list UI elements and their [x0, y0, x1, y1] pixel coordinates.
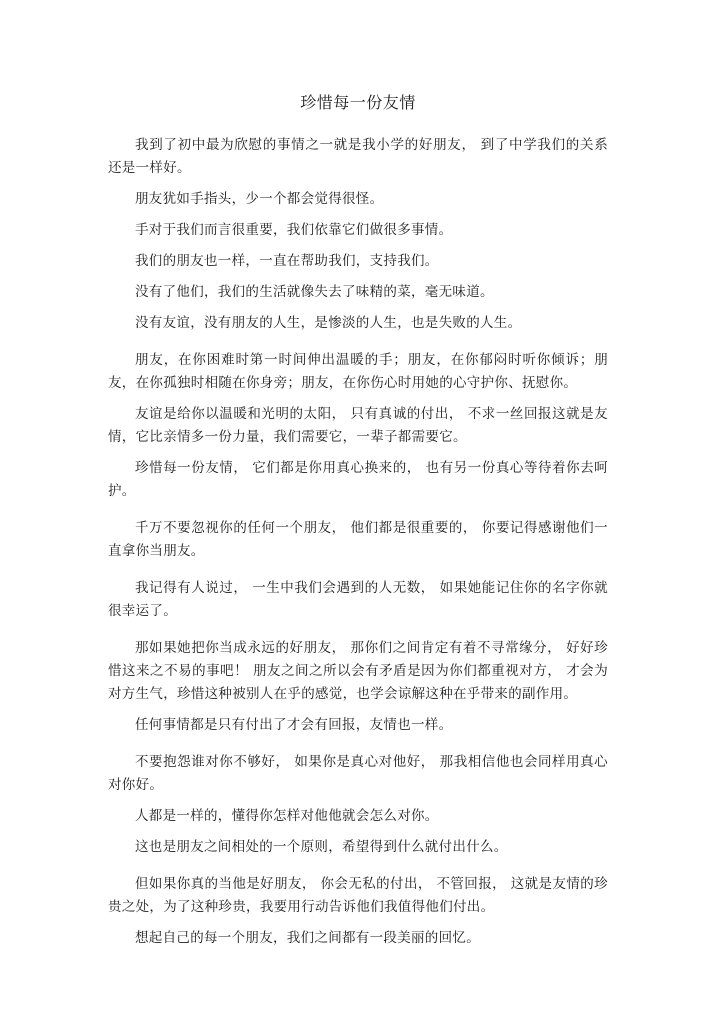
- paragraph-9: 珍惜每一份友情， 它们都是你用真心换来的， 也有另一份真心等待着你去呵护。: [108, 460, 608, 499]
- paragraph-3: 手对于我们而言很重要，我们依靠它们做很多事情。: [135, 222, 453, 238]
- paragraph-5: 没有了他们，我们的生活就像失去了味精的菜，毫无味道。: [135, 284, 494, 300]
- document-title: 珍惜每一份友情: [300, 93, 416, 112]
- paragraph-10: 千万不要忽视你的任何一个朋友， 他们都是很重要的， 你要记得感谢他们一直拿你当朋友。: [108, 520, 608, 559]
- paragraph-14: 不要抱怨谁对你不够好， 如果你是真心对他好， 那我相信他也会同样用真心对你好。: [108, 754, 608, 793]
- paragraph-16: 这也是朋友之间相处的一个原则，希望得到什么就付出什么。: [135, 839, 508, 855]
- paragraph-12: 那如果她把你当成永远的好朋友， 那你们之间肯定有着不寻常缘分， 好好珍惜这来之不易的事吧！ 朋友之间之所以会有矛盾是因为你们都重视对方， 才会为对方生气，珍惜这种被别人在乎的感觉，也学会谅解这种在乎带来的副作用。: [108, 640, 608, 702]
- document-page: [108, 92, 608, 958]
- paragraph-11: 我记得有人说过， 一生中我们会遇到的人无数， 如果她能记住你的名字你就很幸运了。: [108, 580, 608, 619]
- paragraph-7: 朋友，在你困难时第一时间伸出温暖的手；朋友，在你郁闷时听你倾诉；朋友，在你孤独时相随在你身旁；朋友，在你伤心时用她的心守护你、抚慰你。: [108, 352, 608, 391]
- paragraph-1: 我到了初中最为欣慰的事情之一就是我小学的好朋友， 到了中学我们的关系还是一样好。: [108, 137, 608, 176]
- paragraph-15: 人都是一样的，懂得你怎样对他他就会怎么对你。: [135, 808, 439, 824]
- paragraph-8: 友谊是给你以温暖和光明的太阳， 只有真诚的付出， 不求一丝回报这就是友情，它比亲情多一份力量，我们需要它，一辈子都需要它。: [108, 406, 608, 445]
- paragraph-2: 朋友犹如手指头，少一个都会觉得很怪。: [135, 191, 384, 207]
- paragraph-18: 想起自己的每一个朋友，我们之间都有一段美丽的回忆。: [135, 930, 480, 946]
- paragraph-6: 没有友谊，没有朋友的人生，是惨淡的人生，也是失败的人生。: [135, 315, 522, 331]
- paragraph-13: 任何事情都是只有付出了才会有回报，友情也一样。: [135, 717, 453, 733]
- paragraph-4: 我们的朋友也一样，一直在帮助我们，支持我们。: [135, 253, 439, 269]
- paragraph-17: 但如果你真的当他是好朋友， 你会无私的付出， 不管回报， 这就是友情的珍贵之处，为了这种珍贵，我要用行动告诉他们我值得他们付出。: [108, 876, 608, 915]
